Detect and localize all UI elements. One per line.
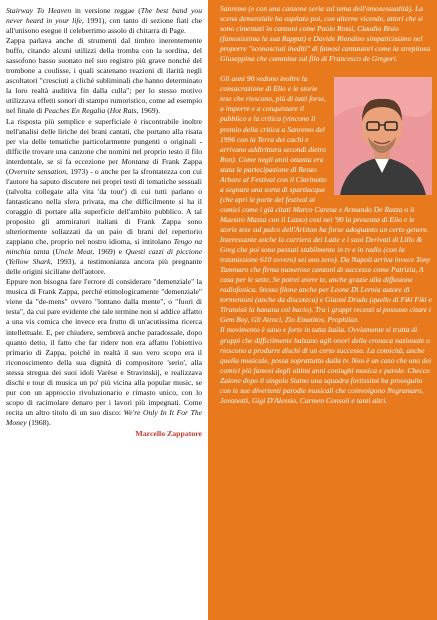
paragraph-text: Zappa parlava anche di strumenti dal timbro inerentemente buffo, citando alcuni utilizzi della tromba con la sordina, del sassofono basso suonato nel suo registro più grave nonché del trombone a coulisse, i quali scatenano reazioni di ilarità negli ascoltatori "cresciuti a cliché subliminali che hanno determinato la loro realtà auditiva fin dalla culla"; per lo stesso motivo utilizzava effetti sonori di stampo rumoristico, come ad esempio nel finale di [6, 36, 202, 116]
italic-title-text: Stairway To Heaven [6, 6, 72, 15]
article-paragraph [6, 277, 202, 428]
paragraph-text: ( [49, 247, 56, 257]
paragraph-text: Eppure non bisogna fare l'errore di considerare "demenziale" la musica di Frank Zappa, perché etimologicamente "demenziale" viene da "de-mens" ovvero "lontano dalla mente", o "fuori di testa", da cui pare evidente che tale termine non si addice affatto a una vis comica che invece era frutto di un'acutissima ricerca intellettuale. E, per chiudere, sembrerà anche paradossale, dopo quanto detto, il fatto che far ridere non era affatto l'obiettivo primario di Zappa, poiché in realtà il suo vero scopo era il riconoscimento della sua dignità di compositore 'serio', alla stessa stregua dei suoi idoli Varèse e Stravinskij, e realizzava dischi e tour di musica un po' più vicina alla popular music, se pur con un approccio rivoluzionario e rimasto unico, con lo scopo di racimolare denaro per i lavori più impegnati. Come recita un altro titolo di un suo disco: [6, 277, 202, 417]
paragraph-text: in versione reggae ( [71, 6, 141, 15]
paragraph-text: ( [105, 106, 110, 116]
italic-title-text: Montana [121, 156, 149, 166]
portrait-photo [334, 77, 432, 195]
italic-title-text: Yellow Shark [8, 257, 51, 267]
paragraph-text: , 1991), con tanto di sezione fiati che all'unisono esegue il celeberrimo assolo di chitarra di Page. [6, 16, 202, 36]
italic-title-text: Overnite sensation [8, 166, 67, 176]
italic-title-text: Hot Rats [109, 106, 137, 116]
italic-title-text: Uncle Meat [55, 247, 93, 257]
author-signature: Marcello Zappatore [135, 428, 202, 438]
italic-title-text: Tengo na minchia tanta [6, 237, 202, 257]
italic-title-text: The best band you never heard in your life [6, 6, 202, 26]
sidebar-box [208, 0, 437, 620]
paragraph-text: , 1969) e [92, 247, 126, 257]
article-paragraph [6, 6, 202, 36]
paragraph-text: , 1993), a testimonianza ancora più pregnante delle origini siciliane dell'autore. [6, 257, 202, 277]
paragraph-text: , 1969). [136, 106, 160, 116]
sidebar-intro-paragraph: Sanremo (e con una canzone seria sul tema dell'omosessualità). La scena demenziale ha ospitato poi, con alterne vicende, attori che si sono cimentati in canzoni come Paolo Rossi, Claudio Bisio (famosissima la sua Rappat) e Davide Riondino simpaticissimo nel proporre "sconosciuti inediti" di famosi cantautori come la strepitosa Giuseppina che cammina sul filo di Francesco de Gregori. [220, 4, 431, 64]
italic-title-text: Peaches En Regalia [44, 106, 106, 116]
italic-title-text: We're Only In It For The Money [6, 407, 202, 427]
article-left-column [6, 6, 202, 610]
article-paragraph [6, 36, 202, 116]
portrait-image [334, 77, 432, 195]
sidebar-outro-paragraph: Il movimento è sano e forte in tutta Italia. Ovviamente si tratta di gruppi che difficilmente balzano agli onori della cronaca nazionale o riescono a produrre dischi di un certo successo. La comicità, anche quella musicale, possa soprattutto dalla tv. Non è un caso che uno dei comici più famosi degli ultimi anni coniughi musica e parole. Checco Zalone dopo il singolo Siamo una squadra fortissimi ha proseguito con le sue divertenti parodie musicali che coinvolgono Negramaro, Jovanotti, Gigi D'Alessio, Carmen Consoli e tanti altri. [220, 325, 432, 405]
paragraph-text: , 1973) - o anche per la sfrontatezza con cui l'autore ha saputo discutere nei propri testi di tematiche sessuali (talvolta collegate alla vita 'da tour') di cui tutti parlano o fantasticano nella sfera privata, ma che difficilmente si ha il coraggio di portare alla superficie dell'ambito pubblico. A tal proposito gli ammiratori italiani di Frank Zappa sono ulteriormente sollazzati da un paio di brani del repertorio zappiano che, proprio nel nostro idioma, si intitolano [6, 166, 202, 247]
article-paragraph [6, 117, 202, 278]
paragraph-text: La risposta più semplice e superficiale è riscontrabile inoltre nell'analisi delle liriche dei brani cantati, che portano alla risata per via delle tematiche particolarmente pungenti o originali - difficile trovare una canzone che nomini nel proprio testo il filo interdentale, se si fa eccezione per [6, 116, 202, 166]
paragraph-text: ( [6, 257, 9, 267]
italic-title-text: Questi cazzi di piccione [125, 247, 202, 257]
sidebar-main-text: Gli anni 90 vedono inoltre la consacrazione di Elio e le storie tese che riescono, più di tutti forse, a imporre e a conquistare il pubblico e la critica (vincono il premio della critica a Sanremo del 1996 con la Terra dei cachi e arrivano addirittura secondi dietro Ron). Come negli anni ottanta era stata le partecipazione di Renzo Arbore al Festival con il Clarinetto a segnare una sorta di spartiacque (che aprì le porte del festival ai comici come i già citati Marco Carena e Armando De Razza o il Maestro Mazza con il Lazzo) così nei '90 la presenza di Elio e le storie tese sul palco dell'Ariston ha forse adoguanto un certo genere. Interessante anche la carriera dei Latte e i suoi Derivati di Lillo & Greg che poi sono passati stabilmente in tv e in radio (con la trasmissione 610 ovvero) sei uno zero). Da Napoli arriva invece Tony Tammaro che firma numerose canzoni di successo come Patrizia, A casa per le sette, Se potrei avere te, anche grazie alla diffusione radiofonica. Stesso filone anche per Leone Di Lernia autore di tormentoni (anche da discoteca) e Gianni Drudu (quello di Fiki Fiki e Tiramisù la banana col bacio). Tra i gruppi recenti si possono citare i Gem Boy, Gli Atroci, Zio Ematitos, Prophilax. [220, 74, 432, 325]
sidebar-text [220, 4, 432, 406]
sidebar-main-paragraph [220, 74, 432, 325]
paragraph-text: di Frank Zappa ( [6, 156, 202, 176]
paragraph-text: (1968). [26, 417, 51, 427]
